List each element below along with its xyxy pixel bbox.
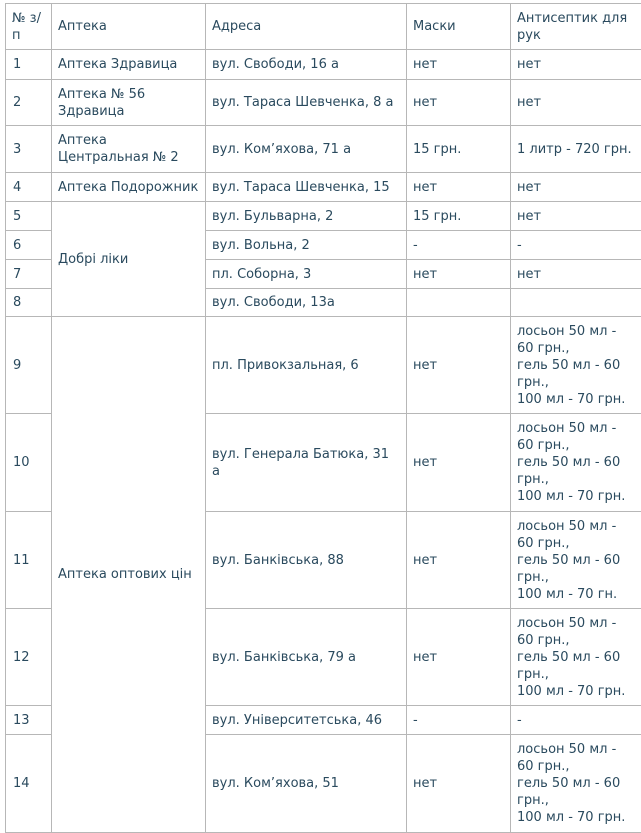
- row-num: 6: [6, 231, 52, 260]
- row-address: вул. Вольна, 2: [206, 231, 407, 260]
- header-address: Адреса: [206, 4, 407, 50]
- pharmacy-table: [5, 3, 641, 833]
- row-masks: 15 грн.: [407, 126, 511, 173]
- row-masks: нет: [407, 414, 511, 512]
- row-antiseptic: [511, 80, 641, 126]
- row-address: вул. Банківська, 88: [206, 512, 407, 609]
- table-row: [6, 126, 641, 173]
- row-address: вул. Ком’яхова, 51: [206, 735, 407, 833]
- row-address: пл. Соборна, 3: [206, 260, 407, 289]
- row-masks: нет: [407, 609, 511, 706]
- antiseptic-line: гель 50 мл - 60 грн.,: [517, 454, 635, 488]
- row-antiseptic: [511, 126, 641, 173]
- row-masks: нет: [407, 317, 511, 414]
- row-address: вул. Тараса Шевченка, 8 а: [206, 80, 407, 126]
- row-num: 14: [6, 735, 52, 833]
- antiseptic-line: лосьон 50 мл - 60 грн.,: [517, 518, 635, 552]
- row-masks: -: [407, 231, 511, 260]
- antiseptic-line: 100 мл - 70 грн.: [517, 391, 635, 408]
- row-antiseptic: [511, 706, 641, 735]
- row-antiseptic: [511, 609, 641, 706]
- row-masks: нет: [407, 80, 511, 126]
- antiseptic-line: гель 50 мл - 60 грн.,: [517, 552, 635, 586]
- row-num: 3: [6, 126, 52, 173]
- antiseptic-line: лосьон 50 мл - 60 грн.,: [517, 615, 635, 649]
- row-num: 11: [6, 512, 52, 609]
- row-num: 4: [6, 173, 52, 202]
- row-antiseptic: [511, 414, 641, 512]
- row-antiseptic: [511, 231, 641, 260]
- row-address: вул. Банківська, 79 а: [206, 609, 407, 706]
- table-row: [6, 50, 641, 80]
- row-num: 9: [6, 317, 52, 414]
- row-pharmacy: Аптека Здравица: [52, 50, 206, 80]
- row-address: пл. Привокзальная, 6: [206, 317, 407, 414]
- row-num: 2: [6, 80, 52, 126]
- antiseptic-line: нет: [517, 179, 635, 196]
- antiseptic-line: -: [517, 237, 635, 254]
- row-antiseptic: [511, 289, 641, 317]
- row-pharmacy: Аптека Подорожник: [52, 173, 206, 202]
- antiseptic-line: нет: [517, 208, 635, 225]
- row-masks: нет: [407, 173, 511, 202]
- row-masks: [407, 289, 511, 317]
- row-num: 8: [6, 289, 52, 317]
- row-address: вул. Тараса Шевченка, 15: [206, 173, 407, 202]
- row-address: вул. Ком’яхова, 71 а: [206, 126, 407, 173]
- row-pharmacy: Аптека Центральная № 2: [52, 126, 206, 173]
- antiseptic-line: 100 мл - 70 грн.: [517, 809, 635, 826]
- row-antiseptic: [511, 50, 641, 80]
- row-address: вул. Генерала Батюка, 31 а: [206, 414, 407, 512]
- row-masks: -: [407, 706, 511, 735]
- row-num: 10: [6, 414, 52, 512]
- header-masks: Маски: [407, 4, 511, 50]
- antiseptic-line: лосьон 50 мл - 60 грн.,: [517, 741, 635, 775]
- row-address: вул. Свободи, 13а: [206, 289, 407, 317]
- row-num: 5: [6, 202, 52, 231]
- antiseptic-line: нет: [517, 94, 635, 111]
- antiseptic-line: 1 литр - 720 грн.: [517, 141, 635, 158]
- row-address: вул. Бульварна, 2: [206, 202, 407, 231]
- table-row: [6, 317, 641, 414]
- antiseptic-line: гель 50 мл - 60 грн.,: [517, 649, 635, 683]
- row-pharmacy: Аптека оптових цін: [52, 317, 206, 833]
- row-address: вул. Свободи, 16 а: [206, 50, 407, 80]
- antiseptic-line: нет: [517, 56, 635, 73]
- antiseptic-line: лосьон 50 мл - 60 грн.,: [517, 323, 635, 357]
- antiseptic-line: гель 50 мл - 60 грн.,: [517, 357, 635, 391]
- row-pharmacy: Добрі ліки: [52, 202, 206, 317]
- antiseptic-line: 100 мл - 70 грн.: [517, 488, 635, 505]
- antiseptic-line: нет: [517, 266, 635, 283]
- antiseptic-line: лосьон 50 мл - 60 грн.,: [517, 420, 635, 454]
- table-row: [6, 173, 641, 202]
- row-antiseptic: [511, 173, 641, 202]
- row-masks: 15 грн.: [407, 202, 511, 231]
- row-num: 7: [6, 260, 52, 289]
- antiseptic-line: 100 мл - 70 гн.: [517, 586, 635, 603]
- row-masks: нет: [407, 260, 511, 289]
- row-num: 12: [6, 609, 52, 706]
- antiseptic-line: гель 50 мл - 60 грн.,: [517, 775, 635, 809]
- row-masks: нет: [407, 735, 511, 833]
- header-antiseptic: Антисептик для рук: [511, 4, 641, 50]
- row-antiseptic: [511, 735, 641, 833]
- row-masks: нет: [407, 512, 511, 609]
- table-header-row: [6, 4, 641, 50]
- table-row: [6, 80, 641, 126]
- row-masks: нет: [407, 50, 511, 80]
- antiseptic-line: -: [517, 712, 635, 729]
- row-antiseptic: [511, 260, 641, 289]
- row-antiseptic: [511, 512, 641, 609]
- row-antiseptic: [511, 202, 641, 231]
- header-num: № з/п: [6, 4, 52, 50]
- table-row: [6, 202, 641, 231]
- header-pharmacy: Аптека: [52, 4, 206, 50]
- row-num: 13: [6, 706, 52, 735]
- row-num: 1: [6, 50, 52, 80]
- row-antiseptic: [511, 317, 641, 414]
- row-pharmacy: Аптека № 56 Здравица: [52, 80, 206, 126]
- row-address: вул. Університетська, 46: [206, 706, 407, 735]
- antiseptic-line: 100 мл - 70 грн.: [517, 683, 635, 700]
